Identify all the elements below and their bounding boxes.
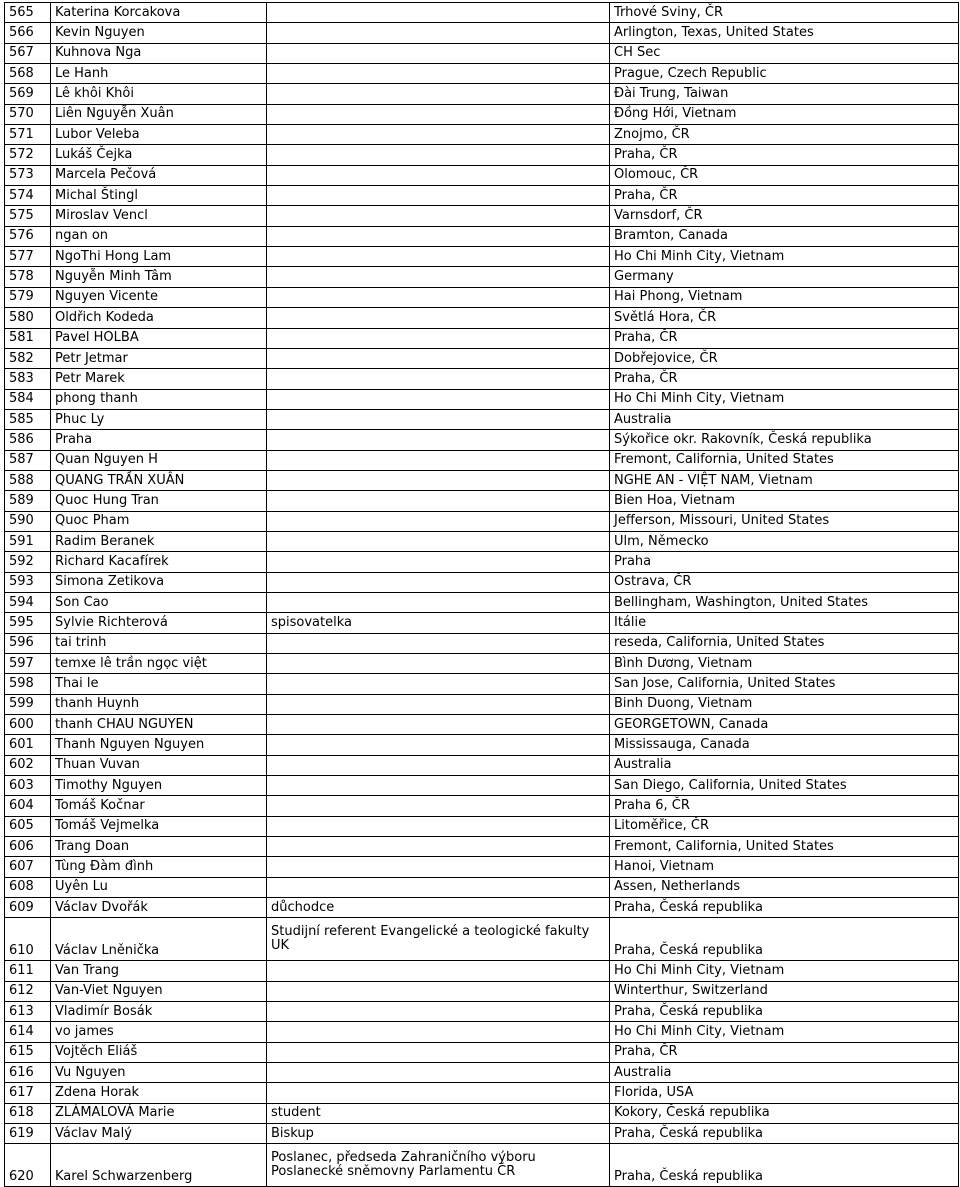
location-cell: CH Sec bbox=[610, 43, 959, 63]
location-cell: Praha, ČR bbox=[610, 186, 959, 206]
row-number-cell: 606 bbox=[5, 837, 51, 857]
name-cell: Phuc Ly bbox=[51, 409, 267, 429]
row-number-cell: 583 bbox=[5, 369, 51, 389]
occupation-cell bbox=[267, 1062, 610, 1082]
table-row bbox=[5, 287, 959, 307]
name-cell: Timothy Nguyen bbox=[51, 776, 267, 796]
row-number-cell: 571 bbox=[5, 125, 51, 145]
row-number-cell: 605 bbox=[5, 816, 51, 836]
occupation-cell bbox=[267, 287, 610, 307]
location-cell: Praha, Česká republika bbox=[610, 1001, 959, 1021]
row-number-cell: 582 bbox=[5, 348, 51, 368]
name-cell: Thai le bbox=[51, 674, 267, 694]
table-row bbox=[5, 369, 959, 389]
location-cell: Australia bbox=[610, 755, 959, 775]
table-row bbox=[5, 654, 959, 674]
occupation-cell bbox=[267, 23, 610, 43]
location-cell: Praha, ČR bbox=[610, 1042, 959, 1062]
row-number-cell: 593 bbox=[5, 572, 51, 592]
occupation-cell bbox=[267, 755, 610, 775]
occupation-cell bbox=[267, 125, 610, 145]
row-number-cell: 600 bbox=[5, 715, 51, 735]
location-cell: Ho Chi Minh City, Vietnam bbox=[610, 1022, 959, 1042]
table-row bbox=[5, 84, 959, 104]
location-cell: Fremont, California, United States bbox=[610, 837, 959, 857]
location-cell: Litoměřice, ČR bbox=[610, 816, 959, 836]
row-number-cell: 598 bbox=[5, 674, 51, 694]
row-number-cell: 599 bbox=[5, 694, 51, 714]
name-cell: Vu Nguyen bbox=[51, 1062, 267, 1082]
occupation-cell bbox=[267, 796, 610, 816]
name-cell: vo james bbox=[51, 1022, 267, 1042]
name-cell: Petr Marek bbox=[51, 369, 267, 389]
name-cell: Radim Beranek bbox=[51, 531, 267, 551]
occupation-cell bbox=[267, 348, 610, 368]
name-cell: Liên Nguyễn Xuân bbox=[51, 104, 267, 124]
name-cell: Kuhnova Nga bbox=[51, 43, 267, 63]
location-cell: Fremont, California, United States bbox=[610, 450, 959, 470]
occupation-cell bbox=[267, 165, 610, 185]
row-number-cell: 612 bbox=[5, 981, 51, 1001]
location-cell: Prague, Czech Republic bbox=[610, 64, 959, 84]
location-cell: Praha, Česká republika bbox=[610, 898, 959, 918]
row-number-cell: 601 bbox=[5, 735, 51, 755]
name-cell: Vojtěch Eliáš bbox=[51, 1042, 267, 1062]
location-cell: Australia bbox=[610, 1062, 959, 1082]
occupation-cell bbox=[267, 1022, 610, 1042]
row-number-cell: 566 bbox=[5, 23, 51, 43]
occupation-cell bbox=[267, 1001, 610, 1021]
table-row bbox=[5, 491, 959, 511]
location-cell: Trhové Sviny, ČR bbox=[610, 3, 959, 23]
occupation-cell bbox=[267, 654, 610, 674]
table-row bbox=[5, 592, 959, 612]
occupation-cell bbox=[267, 43, 610, 63]
row-number-cell: 577 bbox=[5, 247, 51, 267]
location-cell: Bramton, Canada bbox=[610, 226, 959, 246]
occupation-cell bbox=[267, 981, 610, 1001]
table-row bbox=[5, 531, 959, 551]
name-cell: Uyên Lu bbox=[51, 877, 267, 897]
occupation-cell bbox=[267, 430, 610, 450]
location-cell: Đồng Hới, Vietnam bbox=[610, 104, 959, 124]
name-cell: Lukáš Čejka bbox=[51, 145, 267, 165]
row-number-cell: 610 bbox=[5, 918, 51, 961]
row-number-cell: 618 bbox=[5, 1103, 51, 1123]
table-row bbox=[5, 206, 959, 226]
row-number-cell: 574 bbox=[5, 186, 51, 206]
name-cell: Václav Dvořák bbox=[51, 898, 267, 918]
table-row bbox=[5, 755, 959, 775]
location-cell: Đài Trung, Taiwan bbox=[610, 84, 959, 104]
name-cell: Van Trang bbox=[51, 961, 267, 981]
name-cell: Quoc Pham bbox=[51, 511, 267, 531]
occupation-cell bbox=[267, 877, 610, 897]
occupation-cell bbox=[267, 592, 610, 612]
name-cell: thanh Huynh bbox=[51, 694, 267, 714]
table-row bbox=[5, 1001, 959, 1021]
table-row bbox=[5, 145, 959, 165]
occupation-cell bbox=[267, 470, 610, 490]
table-row bbox=[5, 1042, 959, 1062]
occupation-cell bbox=[267, 816, 610, 836]
table-row bbox=[5, 633, 959, 653]
row-number-cell: 585 bbox=[5, 409, 51, 429]
location-cell: Jefferson, Missouri, United States bbox=[610, 511, 959, 531]
occupation-cell bbox=[267, 267, 610, 287]
table-row bbox=[5, 877, 959, 897]
location-cell: Praha, ČR bbox=[610, 145, 959, 165]
name-cell: Quoc Hung Tran bbox=[51, 491, 267, 511]
occupation-cell bbox=[267, 308, 610, 328]
name-cell: Karel Schwarzenberg bbox=[51, 1144, 267, 1187]
location-cell: Ulm, Německo bbox=[610, 531, 959, 551]
location-cell: San Jose, California, United States bbox=[610, 674, 959, 694]
row-number-cell: 586 bbox=[5, 430, 51, 450]
location-cell: Praha, ČR bbox=[610, 328, 959, 348]
occupation-cell bbox=[267, 145, 610, 165]
occupation-cell bbox=[267, 961, 610, 981]
occupation-cell: spisovatelka bbox=[267, 613, 610, 633]
name-cell: ngan on bbox=[51, 226, 267, 246]
table-row bbox=[5, 961, 959, 981]
table-row bbox=[5, 43, 959, 63]
occupation-cell bbox=[267, 837, 610, 857]
occupation-cell bbox=[267, 389, 610, 409]
table-row bbox=[5, 104, 959, 124]
table-body bbox=[5, 3, 959, 1187]
row-number-cell: 616 bbox=[5, 1062, 51, 1082]
name-cell: Tùng Đàm đình bbox=[51, 857, 267, 877]
name-cell: Nguyen Vicente bbox=[51, 287, 267, 307]
name-cell: Simona Zetikova bbox=[51, 572, 267, 592]
occupation-cell bbox=[267, 247, 610, 267]
table-row bbox=[5, 3, 959, 23]
name-cell: Marcela Pečová bbox=[51, 165, 267, 185]
row-number-cell: 568 bbox=[5, 64, 51, 84]
row-number-cell: 575 bbox=[5, 206, 51, 226]
table-row bbox=[5, 226, 959, 246]
name-cell: Tomáš Vejmelka bbox=[51, 816, 267, 836]
row-number-cell: 579 bbox=[5, 287, 51, 307]
table-row bbox=[5, 328, 959, 348]
table-row bbox=[5, 470, 959, 490]
row-number-cell: 572 bbox=[5, 145, 51, 165]
row-number-cell: 619 bbox=[5, 1123, 51, 1143]
name-cell: Michal Štingl bbox=[51, 186, 267, 206]
occupation-cell: důchodce bbox=[267, 898, 610, 918]
location-cell: Hanoi, Vietnam bbox=[610, 857, 959, 877]
occupation-cell bbox=[267, 1083, 610, 1103]
location-cell: Praha, Česká republika bbox=[610, 918, 959, 961]
row-number-cell: 580 bbox=[5, 308, 51, 328]
occupation-cell bbox=[267, 450, 610, 470]
location-cell: Germany bbox=[610, 267, 959, 287]
occupation-cell bbox=[267, 735, 610, 755]
row-number-cell: 587 bbox=[5, 450, 51, 470]
name-cell: Lê khôi Khôi bbox=[51, 84, 267, 104]
occupation-cell bbox=[267, 572, 610, 592]
name-cell: Václav Lněnička bbox=[51, 918, 267, 961]
location-cell: Hai Phong, Vietnam bbox=[610, 287, 959, 307]
row-number-cell: 594 bbox=[5, 592, 51, 612]
table-row bbox=[5, 837, 959, 857]
name-cell: Van-Viet Nguyen bbox=[51, 981, 267, 1001]
table-row bbox=[5, 918, 959, 961]
row-number-cell: 581 bbox=[5, 328, 51, 348]
table-row bbox=[5, 511, 959, 531]
row-number-cell: 567 bbox=[5, 43, 51, 63]
table-row bbox=[5, 981, 959, 1001]
row-number-cell: 573 bbox=[5, 165, 51, 185]
table-row bbox=[5, 694, 959, 714]
name-cell: Václav Malý bbox=[51, 1123, 267, 1143]
table-row bbox=[5, 613, 959, 633]
table-row bbox=[5, 572, 959, 592]
location-cell: Znojmo, ČR bbox=[610, 125, 959, 145]
row-number-cell: 595 bbox=[5, 613, 51, 633]
row-number-cell: 570 bbox=[5, 104, 51, 124]
location-cell: Winterthur, Switzerland bbox=[610, 981, 959, 1001]
location-cell: Praha bbox=[610, 552, 959, 572]
row-number-cell: 613 bbox=[5, 1001, 51, 1021]
row-number-cell: 608 bbox=[5, 877, 51, 897]
name-cell: Tomáš Kočnar bbox=[51, 796, 267, 816]
table-row bbox=[5, 165, 959, 185]
row-number-cell: 602 bbox=[5, 755, 51, 775]
table-row bbox=[5, 1144, 959, 1187]
location-cell: Australia bbox=[610, 409, 959, 429]
row-number-cell: 597 bbox=[5, 654, 51, 674]
table-row bbox=[5, 430, 959, 450]
name-cell: Katerina Korcakova bbox=[51, 3, 267, 23]
occupation-cell bbox=[267, 715, 610, 735]
location-cell: San Diego, California, United States bbox=[610, 776, 959, 796]
table-row bbox=[5, 898, 959, 918]
location-cell: Sýkořice okr. Rakovník, Česká republika bbox=[610, 430, 959, 450]
occupation-cell bbox=[267, 857, 610, 877]
location-cell: Ho Chi Minh City, Vietnam bbox=[610, 389, 959, 409]
location-cell: Olomouc, ČR bbox=[610, 165, 959, 185]
signatories-table bbox=[4, 2, 959, 1187]
occupation-cell bbox=[267, 531, 610, 551]
name-cell: Oldřich Kodeda bbox=[51, 308, 267, 328]
occupation-cell bbox=[267, 1042, 610, 1062]
table-row bbox=[5, 816, 959, 836]
location-cell: Bình Dương, Vietnam bbox=[610, 654, 959, 674]
name-cell: Petr Jetmar bbox=[51, 348, 267, 368]
row-number-cell: 565 bbox=[5, 3, 51, 23]
row-number-cell: 591 bbox=[5, 531, 51, 551]
name-cell: Nguyễn Minh Tâm bbox=[51, 267, 267, 287]
name-cell: Le Hanh bbox=[51, 64, 267, 84]
name-cell: Kevin Nguyen bbox=[51, 23, 267, 43]
occupation-cell bbox=[267, 84, 610, 104]
row-number-cell: 588 bbox=[5, 470, 51, 490]
location-cell: Florida, USA bbox=[610, 1083, 959, 1103]
table-row bbox=[5, 247, 959, 267]
location-cell: reseda, California, United States bbox=[610, 633, 959, 653]
table-row bbox=[5, 450, 959, 470]
table-row bbox=[5, 1103, 959, 1123]
occupation-cell bbox=[267, 674, 610, 694]
row-number-cell: 620 bbox=[5, 1144, 51, 1187]
row-number-cell: 590 bbox=[5, 511, 51, 531]
location-cell: Ho Chi Minh City, Vietnam bbox=[610, 961, 959, 981]
name-cell: Sylvie Richterová bbox=[51, 613, 267, 633]
name-cell: Thuan Vuvan bbox=[51, 755, 267, 775]
row-number-cell: 576 bbox=[5, 226, 51, 246]
name-cell: Thanh Nguyen Nguyen bbox=[51, 735, 267, 755]
table-row bbox=[5, 125, 959, 145]
row-number-cell: 609 bbox=[5, 898, 51, 918]
table-row bbox=[5, 348, 959, 368]
location-cell: Praha, Česká republika bbox=[610, 1123, 959, 1143]
occupation-cell bbox=[267, 104, 610, 124]
occupation-cell bbox=[267, 633, 610, 653]
name-cell: Lubor Veleba bbox=[51, 125, 267, 145]
occupation-cell bbox=[267, 776, 610, 796]
location-cell: Bellingham, Washington, United States bbox=[610, 592, 959, 612]
name-cell: Son Cao bbox=[51, 592, 267, 612]
location-cell: Mississauga, Canada bbox=[610, 735, 959, 755]
location-cell: Praha, Česká republika bbox=[610, 1144, 959, 1187]
location-cell: Dobřejovice, ČR bbox=[610, 348, 959, 368]
location-cell: Itálie bbox=[610, 613, 959, 633]
name-cell: ZLÁMALOVÁ Marie bbox=[51, 1103, 267, 1123]
location-cell: Světlá Hora, ČR bbox=[610, 308, 959, 328]
row-number-cell: 584 bbox=[5, 389, 51, 409]
name-cell: Quan Nguyen H bbox=[51, 450, 267, 470]
name-cell: phong thanh bbox=[51, 389, 267, 409]
name-cell: NgoThi Hong Lam bbox=[51, 247, 267, 267]
row-number-cell: 596 bbox=[5, 633, 51, 653]
location-cell: Praha 6, ČR bbox=[610, 796, 959, 816]
table-row bbox=[5, 715, 959, 735]
location-cell: Varnsdorf, ČR bbox=[610, 206, 959, 226]
row-number-cell: 611 bbox=[5, 961, 51, 981]
name-cell: Richard Kacafírek bbox=[51, 552, 267, 572]
table-row bbox=[5, 23, 959, 43]
occupation-cell bbox=[267, 328, 610, 348]
name-cell: Zdena Horak bbox=[51, 1083, 267, 1103]
name-cell: Pavel HOLBA bbox=[51, 328, 267, 348]
name-cell: tai trinh bbox=[51, 633, 267, 653]
name-cell: QUANG TRẦN XUÂN bbox=[51, 470, 267, 490]
row-number-cell: 615 bbox=[5, 1042, 51, 1062]
table-row bbox=[5, 389, 959, 409]
name-cell: thanh CHAU NGUYEN bbox=[51, 715, 267, 735]
table-row bbox=[5, 776, 959, 796]
location-cell: Ho Chi Minh City, Vietnam bbox=[610, 247, 959, 267]
table-row bbox=[5, 1062, 959, 1082]
row-number-cell: 578 bbox=[5, 267, 51, 287]
occupation-cell bbox=[267, 694, 610, 714]
occupation-cell bbox=[267, 206, 610, 226]
row-number-cell: 607 bbox=[5, 857, 51, 877]
occupation-cell bbox=[267, 3, 610, 23]
location-cell: Arlington, Texas, United States bbox=[610, 23, 959, 43]
row-number-cell: 592 bbox=[5, 552, 51, 572]
table-row bbox=[5, 674, 959, 694]
row-number-cell: 614 bbox=[5, 1022, 51, 1042]
row-number-cell: 589 bbox=[5, 491, 51, 511]
name-cell: Vladimír Bosák bbox=[51, 1001, 267, 1021]
location-cell: Binh Duong, Vietnam bbox=[610, 694, 959, 714]
location-cell: Kokory, Česká republika bbox=[610, 1103, 959, 1123]
table-row bbox=[5, 552, 959, 572]
row-number-cell: 617 bbox=[5, 1083, 51, 1103]
location-cell: Bien Hoa, Vietnam bbox=[610, 491, 959, 511]
location-cell: Ostrava, ČR bbox=[610, 572, 959, 592]
occupation-cell: Biskup bbox=[267, 1123, 610, 1143]
name-cell: Miroslav Vencl bbox=[51, 206, 267, 226]
occupation-cell: Poslanec, předseda Zahraničního výboru Poslanecké sněmovny Parlamentu ČR bbox=[267, 1144, 610, 1187]
row-number-cell: 603 bbox=[5, 776, 51, 796]
occupation-cell bbox=[267, 409, 610, 429]
location-cell: Praha, ČR bbox=[610, 369, 959, 389]
occupation-cell bbox=[267, 186, 610, 206]
occupation-cell bbox=[267, 369, 610, 389]
name-cell: Trang Doan bbox=[51, 837, 267, 857]
table-row bbox=[5, 857, 959, 877]
table-row bbox=[5, 186, 959, 206]
table-row bbox=[5, 267, 959, 287]
table-row bbox=[5, 409, 959, 429]
occupation-cell: student bbox=[267, 1103, 610, 1123]
location-cell: NGHE AN - VIỆT NAM, Vietnam bbox=[610, 470, 959, 490]
occupation-cell bbox=[267, 226, 610, 246]
name-cell: Praha bbox=[51, 430, 267, 450]
occupation-cell: Studijní referent Evangelické a teologické fakulty UK bbox=[267, 918, 610, 961]
location-cell: GEORGETOWN, Canada bbox=[610, 715, 959, 735]
table-row bbox=[5, 1022, 959, 1042]
table-row bbox=[5, 308, 959, 328]
table-row bbox=[5, 64, 959, 84]
occupation-cell bbox=[267, 64, 610, 84]
table-row bbox=[5, 796, 959, 816]
name-cell: temxe lê trần ngọc việt bbox=[51, 654, 267, 674]
location-cell: Assen, Netherlands bbox=[610, 877, 959, 897]
occupation-cell bbox=[267, 491, 610, 511]
table-row bbox=[5, 1083, 959, 1103]
occupation-cell bbox=[267, 511, 610, 531]
occupation-cell bbox=[267, 552, 610, 572]
row-number-cell: 569 bbox=[5, 84, 51, 104]
table-row bbox=[5, 1123, 959, 1143]
row-number-cell: 604 bbox=[5, 796, 51, 816]
table-row bbox=[5, 735, 959, 755]
